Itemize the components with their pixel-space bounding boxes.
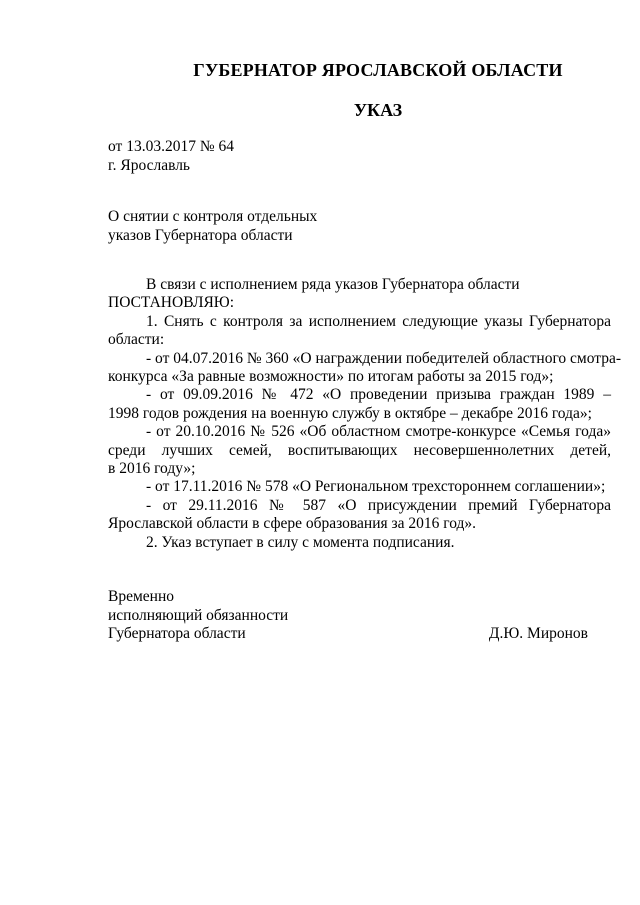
signatory-name: Д.Ю. Миронов [488,625,588,642]
document-header-title: ГУБЕРНАТОР ЯРОСЛАВСКОЙ ОБЛАСТИ [193,60,563,80]
list-item-line: 1998 годов рождения на военную службу в октябре – декабре 2016 года»; [108,404,592,422]
list-item-line: среди лучших семей, воспитывающих несовершеннолетних детей, [108,441,611,459]
document-city: г. Ярославль [108,157,190,174]
paragraph-1-line: 1. Снять с контроля за исполнением следующие указы Губернатора [146,312,611,330]
list-item-line: - от 29.11.2016 № 587 «О присуждении премий Губернатора [146,496,611,514]
list-item-line: - от 20.10.2016 № 526 «Об областном смотре-конкурсе «Семья года» [146,423,611,441]
document-date-number: от 13.03.2017 № 64 [108,138,234,155]
signature-title-line: Губернатора области [108,625,246,642]
document-subject [108,207,317,245]
paragraph-1-line: области: [108,331,165,349]
list-item-line: - от 17.11.2016 № 578 «О Региональном трехстороннем соглашении»; [146,478,606,496]
subject-line: О снятии с контроля отдельных [108,208,318,225]
list-item-line: конкурса «За равные возможности» по итогам работы за 2015 год»; [108,368,554,386]
signature-title-line: исполняющий обязанности [108,606,289,624]
intro-paragraph: В связи с исполнением ряда указов Губернатора области [146,276,520,293]
subject-line: указов Губернатора области [108,227,293,244]
document-meta [108,137,234,175]
signature-title-line: Временно [108,588,174,605]
paragraph-2: 2. Указ вступает в силу с момента подписания. [146,533,455,551]
list-item-line: Ярославской области в сфере образования за 2016 год». [108,515,477,533]
document-type: УКАЗ [353,100,403,120]
list-item-line: - от 09.09.2016 № 472 «О проведении призыва граждан 1989 – [146,386,611,404]
list-item-line: - от 04.07.2016 № 360 «О награждении победителей областного смотра- [146,349,622,367]
document-body [108,276,622,552]
decree-word: ПОСТАНОВЛЯЮ: [108,294,235,312]
list-item-line: в 2016 году»; [108,460,196,478]
signature-block [108,588,588,644]
